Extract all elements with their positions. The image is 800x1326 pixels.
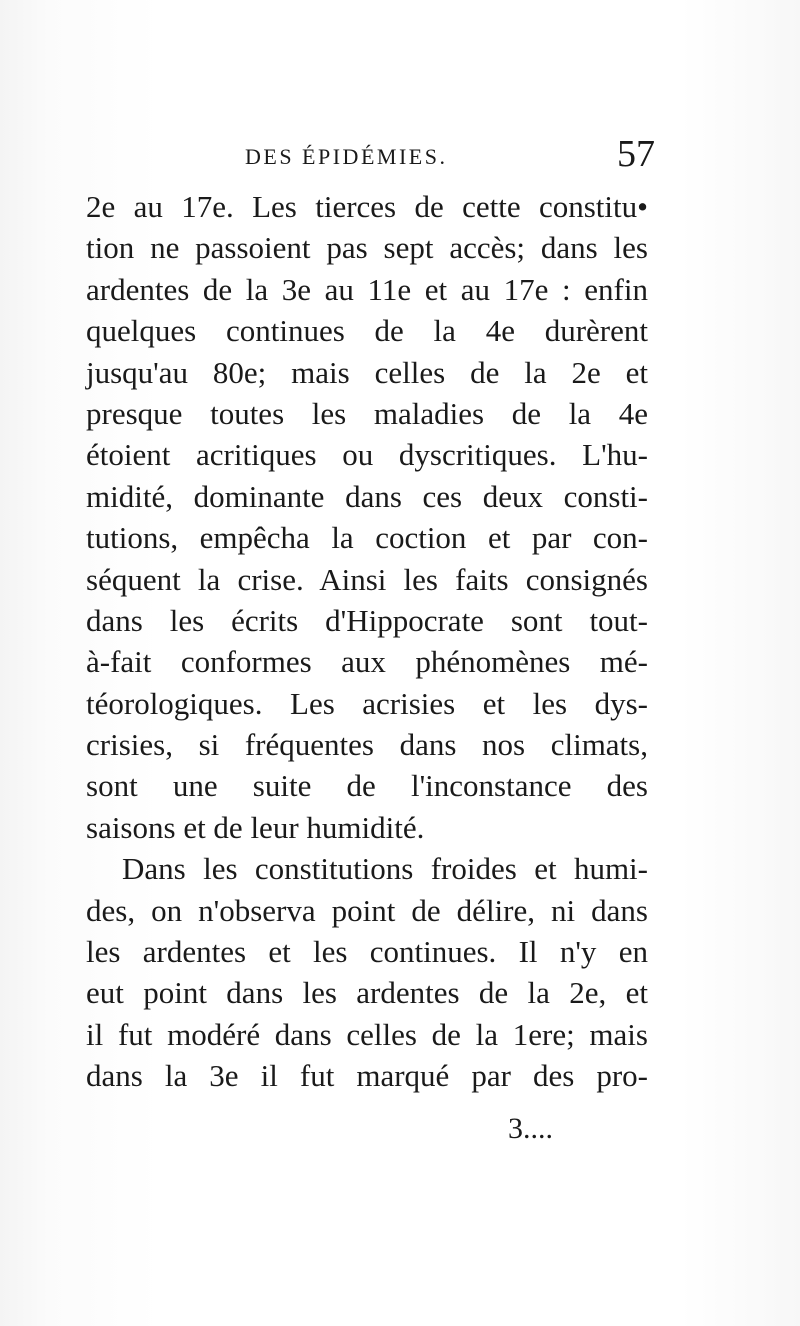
body-text <box>86 186 648 1097</box>
text-line: midité, dominante dans ces deux consti- <box>86 478 648 514</box>
text-line: ardentes de la 3e au 11e et au 17e : enfin <box>86 271 648 307</box>
text-line: les ardentes et les continues. Il n'y en <box>86 934 648 970</box>
text-line: des, on n'observa point de délire, ni dans <box>86 892 648 928</box>
text-line: tutions, empêcha la coction et par con- <box>86 520 648 556</box>
text-line: étoient acritiques ou dyscritiques. L'hu- <box>86 437 648 473</box>
text-line: séquent la crise. Ainsi les faits consignés <box>86 561 648 597</box>
page-number: 57 <box>617 133 655 175</box>
text-line: presque toutes les maladies de la 4e <box>86 395 648 431</box>
text-line: téorologiques. Les acrisies et les dys- <box>86 685 648 721</box>
text-line: à-fait conformes aux phénomènes mé- <box>86 644 648 680</box>
text-line: il fut modéré dans celles de la 1ere; mais <box>86 1016 648 1052</box>
text-line: saisons et de leur humidité. <box>86 809 425 845</box>
text-line: dans les écrits d'Hippocrate sont tout- <box>86 602 648 638</box>
running-title: DES ÉPIDÉMIES. <box>245 144 448 169</box>
text-line: tion ne passoient pas sept accès; dans les <box>86 230 648 266</box>
text-line: quelques continues de la 4e durèrent <box>86 313 648 349</box>
text-line: crisies, si fréquentes dans nos climats, <box>86 727 648 763</box>
text-line: 2e au 17e. Les tierces de cette constitu• <box>86 189 648 224</box>
catchword: 3.... <box>508 1112 553 1145</box>
text-line: dans la 3e il fut marqué par des pro- <box>86 1058 648 1094</box>
text-line: jusqu'au 80e; mais celles de la 2e et <box>86 354 648 390</box>
text-line: sont une suite de l'inconstance des <box>86 768 648 804</box>
text-line: eut point dans les ardentes de la 2e, et <box>86 975 648 1011</box>
text-line: Dans les constitutions froides et humi- <box>122 851 648 887</box>
page-header <box>245 132 655 182</box>
